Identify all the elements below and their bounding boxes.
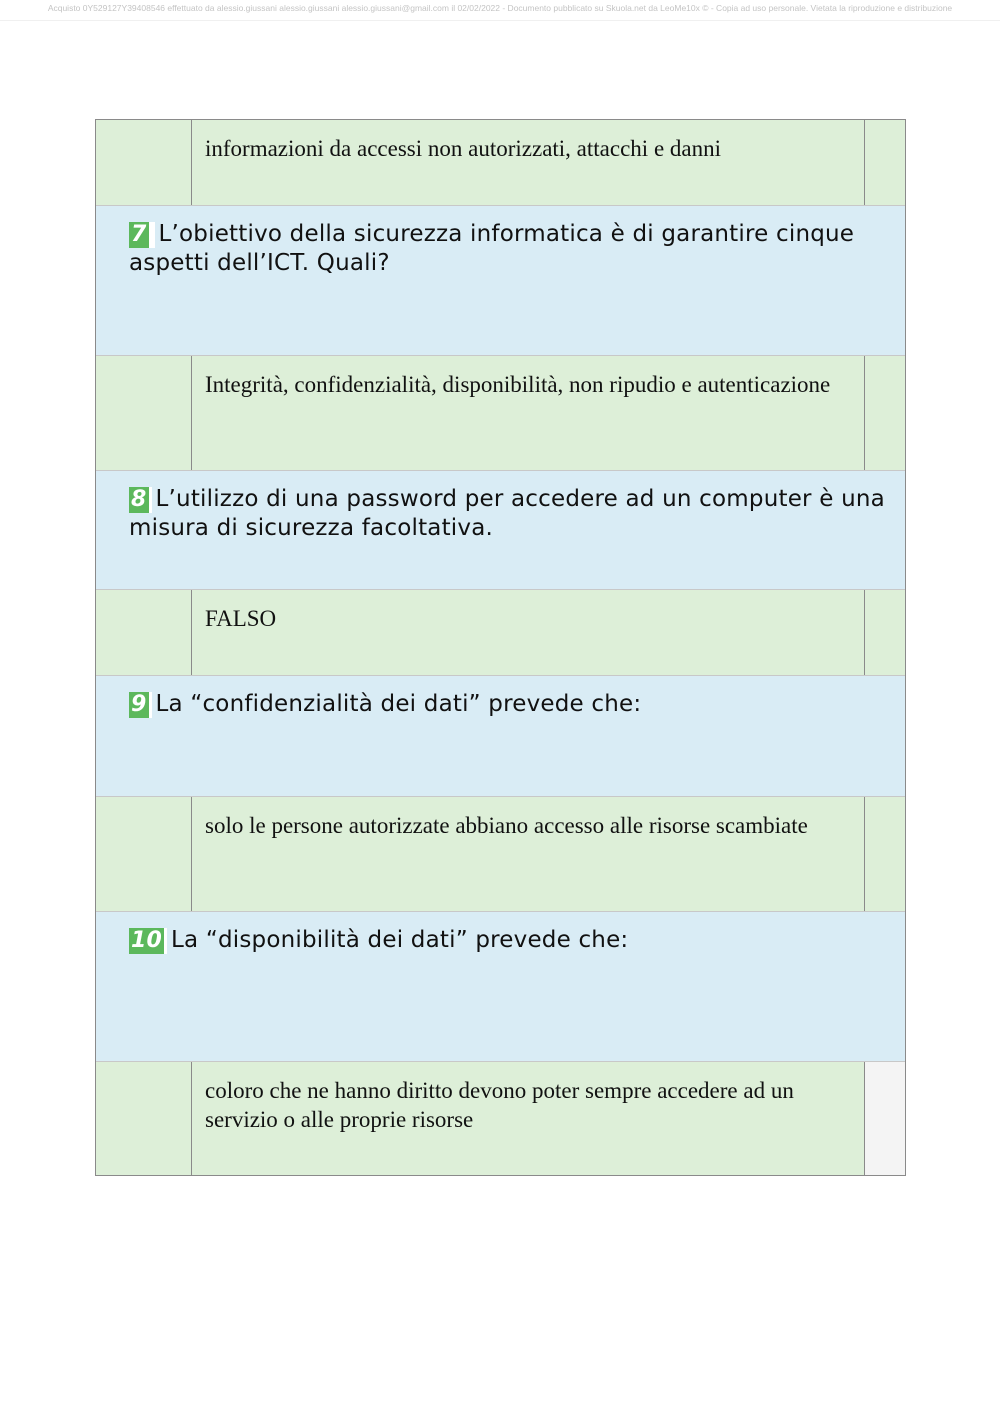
qa-table [95,119,906,1176]
answer-text: Integrità, confidenzialità, disponibilità, non ripudio e autenticazione [205,372,831,397]
answer-text: FALSO [205,606,277,631]
watermark-divider [0,20,1000,21]
question-text: La “disponibilità dei dati” prevede che: [171,927,629,953]
answer-right-cell [864,797,905,911]
answer-row [96,1062,905,1175]
answer-left-cell [96,797,192,911]
question-number-badge: 8 [129,487,152,513]
answer-row [96,120,905,206]
answer-right-cell [864,120,905,205]
answer-right-cell [864,590,905,675]
answer-text: coloro che ne hanno diritto devono poter sempre accedere ad un servizio o alle proprie risorse [205,1078,794,1132]
question-text: La “confidenzialità dei dati” prevede che: [155,691,642,717]
answer-text: solo le persone autorizzate abbiano accesso alle risorse scambiate [205,813,808,838]
answer-left-cell [96,120,192,205]
question-number-badge: 9 [129,692,152,718]
answer-right-cell [864,1062,905,1175]
watermark-text: Acquisto 0Y529127Y39408546 effettuato da alessio.giussani alessio.giussani alessio.giussani@gmail.com il 02/02/2022 - Documento pubblicato su Skuola.net da LeoMe10x © - Copia ad uso personale. Vietata la riproduzione e distribuzione [47,3,953,13]
question-text: L’utilizzo di una password per accedere ad un computer è una misura di sicurezza facoltativa. [129,486,885,541]
answer-left-cell [96,590,192,675]
question-number-badge: 7 [129,222,155,248]
question-row [96,912,905,1062]
question-text: L’obiettivo della sicurezza informatica è di garantire cinque aspetti dell’ICT. Quali? [129,221,855,276]
question-row [96,676,905,797]
question-row [96,471,905,590]
answer-text: informazioni da accessi non autorizzati, attacchi e danni [205,136,721,161]
answer-row [96,590,905,676]
answer-right-cell [864,356,905,470]
answer-row [96,797,905,912]
answer-left-cell [96,356,192,470]
question-number-badge: 10 [129,928,167,954]
answer-row [96,356,905,471]
question-row [96,206,905,356]
answer-left-cell [96,1062,192,1175]
